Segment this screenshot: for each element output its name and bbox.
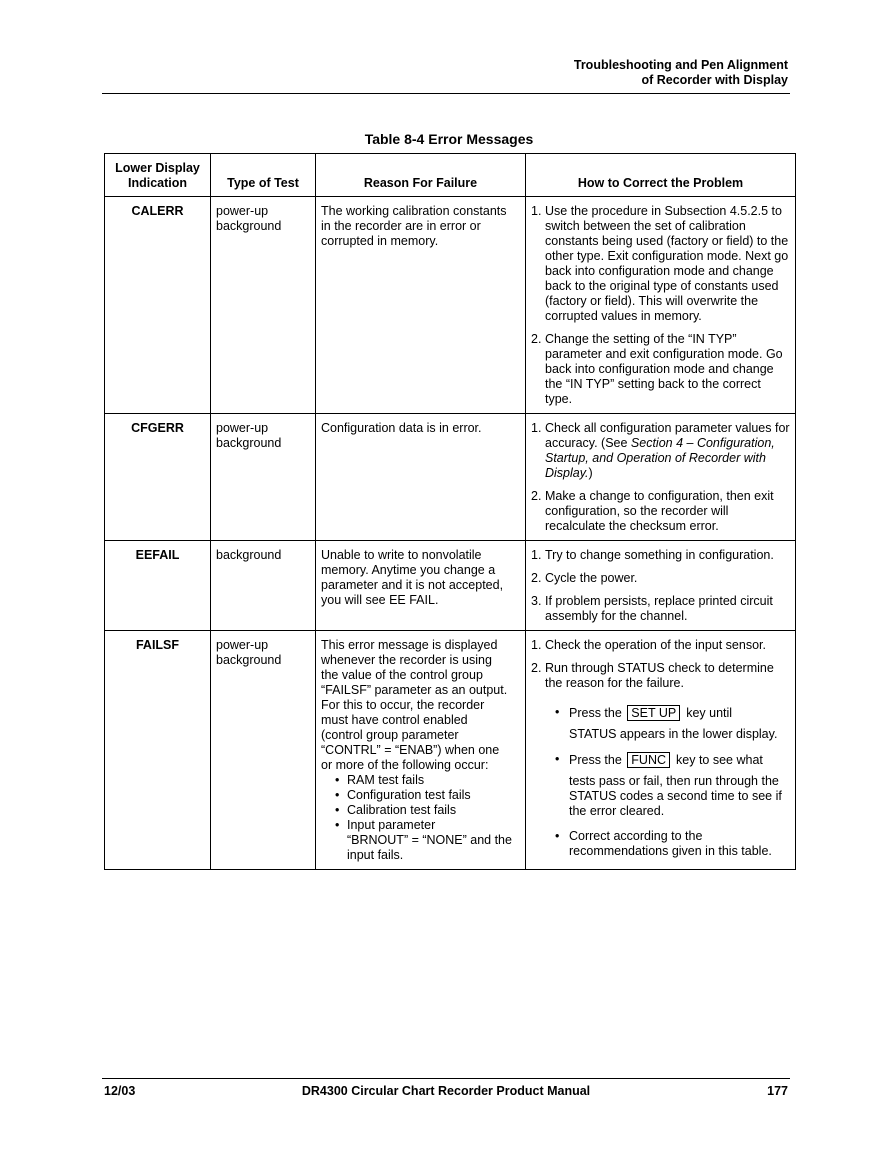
correction-step: 1. Check the operation of the input sensor. [531,638,766,652]
test-type-cell: power-up background [211,414,316,541]
reason-cell: Unable to write to nonvolatile memory. Anytime you change a parameter and it is not accepted, you will see EE FAIL. [316,541,526,631]
correction-step: 2. Change the setting of the “IN TYP” parameter and exit configuration mode. Go back into configuration mode and change the “IN TYP” setting back to the correct type. [531,332,783,406]
list-item: • Input parameter “BRNOUT” = “NONE” and the input fails. [335,818,520,863]
reason-cell: The working calibration constants in the recorder are in error or corrupted in memory. [316,197,526,414]
correction-step: 1. Check all configuration parameter values for accuracy. (See Section 4 – Configuration, Startup, and Operation of Recorder with Display.) [531,421,790,480]
footer-date: 12/03 [104,1084,136,1098]
correction-step: 1. Use the procedure in Subsection 4.5.2.5 to switch between the set of calibration constants being used (factory or field) to the other type. Exit configuration mode. Next go back into configuration mode and change back to the original type of constants used (factory or field). This will overwrite the corrupted values in memory. [531,204,789,323]
table-row [105,414,796,541]
page-number: 177 [767,1084,788,1098]
correction-cell [526,414,796,541]
footer-divider [102,1078,790,1079]
correction-step: 1. Try to change something in configuration. [531,548,774,562]
failure-conditions-list [321,773,520,863]
table-row [105,197,796,414]
reason-text: This error message is displayed whenever the recorder is using the value of the control group “FAILSF” parameter as an output. For this to occur, the recorder must have control enabled (control group parameter “CONTRL” = “ENAB”) when one or more of the following occur: [321,638,508,772]
correction-step: 2. Cycle the power. [531,571,638,585]
list-item: • Calibration test fails [335,803,520,818]
test-type-cell: power-up background [211,197,316,414]
col-header-indication: Lower Display Indication [105,154,211,197]
indication-cell: CALERR [105,197,211,414]
correction-step: 2. Make a change to configuration, then exit configuration, so the recorder will recalculate the checksum error. [531,489,774,533]
header-divider [102,93,790,94]
list-item: • RAM test fails [335,773,520,788]
table-row [105,541,796,631]
table-title: Table 8-4 Error Messages [364,131,534,147]
reason-cell [316,631,526,870]
table-header-row [105,154,796,197]
col-header-correction: How to Correct the Problem [526,154,796,197]
list-item: • Configuration test fails [335,788,520,803]
table-row [105,631,796,870]
status-check-steps [545,705,790,859]
correction-step: 3. If problem persists, replace printed circuit assembly for the channel. [531,594,773,623]
indication-cell: FAILSF [105,631,211,870]
header-line-1: Troubleshooting and Pen Alignment [573,58,788,72]
func-key-label: FUNC [627,752,670,768]
correction-step: 2. Run through STATUS check to determine the reason for the failure. • Press the SET UP key until STATUS appears in the lower display. • Press the FUNC key to see what tests pass or fail, then run through the STATUS codes a second time to see if the error cleared. • Correct according to the recommendations given in this table. [531,661,790,859]
footer-manual-title: DR4300 Circular Chart Recorder Product Manual [301,1084,591,1098]
setup-key-label: SET UP [627,705,680,721]
correction-cell [526,541,796,631]
sub-step: • Press the FUNC key to see what tests pass or fail, then run through the STATUS codes a second time to see if the error cleared. [555,752,790,819]
sub-step: • Press the SET UP key until STATUS appears in the lower display. [555,705,790,742]
header-line-2: of Recorder with Display [641,73,788,87]
indication-cell: CFGERR [105,414,211,541]
page-header [288,58,788,88]
section-reference: Section 4 – Configuration, Startup, and Operation of Recorder with Display. [545,436,775,480]
error-messages-table [104,153,796,870]
test-type-cell: power-up background [211,631,316,870]
sub-step: • Correct according to the recommendations given in this table. [555,829,790,859]
correction-cell [526,197,796,414]
correction-cell [526,631,796,870]
col-header-reason: Reason For Failure [316,154,526,197]
col-header-test-type: Type of Test [211,154,316,197]
test-type-cell: background [211,541,316,631]
reason-cell: Configuration data is in error. [316,414,526,541]
indication-cell: EEFAIL [105,541,211,631]
